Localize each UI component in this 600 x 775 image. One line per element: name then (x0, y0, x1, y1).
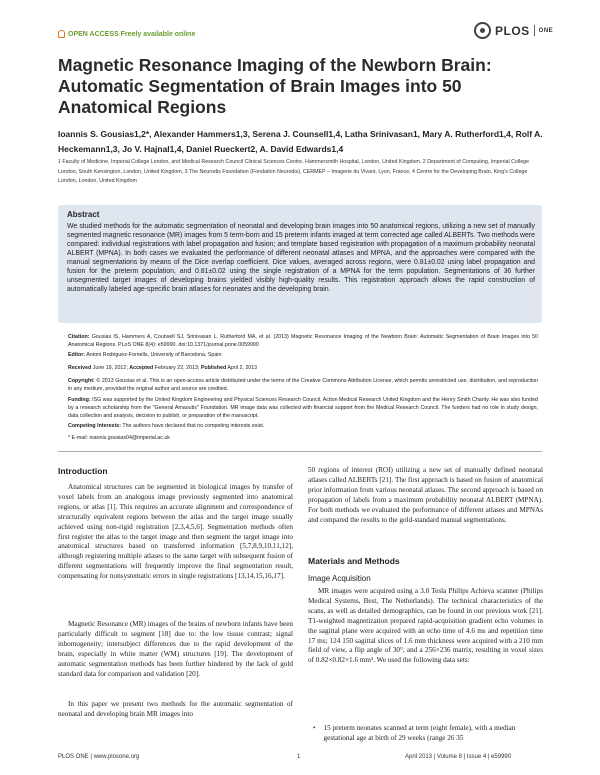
funding-label: Funding: (68, 397, 91, 403)
received-date: June 19, 2012; (92, 365, 128, 371)
funding-line (68, 396, 538, 421)
published-label: Published (200, 365, 227, 371)
right-column-paragraph: 50 regions of interest (ROI) utilizing a new set of manually defined neonatal atlases called ALBERTs [21]. The first approach is based on fusion of anatomical prior information from various neonatal atlases. The second approach is based on propagation of labels from a maximum probability neonatal ALBERT (MPNA). For both methods we evaluated the performance of different atlases and MPNAs and compared the results to the gold-standard manual segmentations. (308, 466, 543, 524)
accepted-label: Accepted (129, 365, 154, 371)
open-access-label (58, 30, 195, 38)
plos-logo-icon (474, 22, 491, 39)
copyright-line (68, 377, 538, 393)
competing-text: The authors have declared that no competing interests exist. (122, 423, 265, 429)
image-acquisition-text: MR images were acquired using a 3.0 Tesla Philips Achieva scanner (Philips Medical Systems, Best, The Netherlands). The technical characteristics of the scans, as well as detailed demographics, can be found in our previous work [21]. T1-weighted magnetization prepared rapid-acquisition gradient echo volumes in the sagittal plane were acquired with an echo time of 4.6 ms and repetition time 17 ms; 124 150 sagittal slices of 1.6 mm thickness were acquired with a 210 mm field of view, a flip angle of 30°, and a 256×236 matrix, resulting in voxel sizes of 0.82×0.82×1.6 mm³. We used the following data sets: (308, 587, 543, 665)
citation-line (68, 333, 538, 349)
abstract-text: We studied methods for the automatic segmentation of neonatal and developing brain images into 50 anatomical regions, utilizing a new set of manually segmented magnetic resonance (MR) images from 5 term-born and 15 preterm infants imaged at term corrected age called ALBERTs. Two methods were compared: individual registrations with label propagation and fusion; and template based registration with propagation of a maximum probability neonatal ALBERT (MPNA). In both cases we evaluated the performance of different neonatal atlases and MPNA, and the approaches were compared with the manual segmentations by means of the Dice overlap coefficient. Dice values, averaged across regions, were 0.81±0.02 using label propagation and fusion for the preterm population, and 0.81±0.02 using the single registration of a MPNA for the term population. Segmentations of 36 further unsegmented target images of developing brains yielded visibly high-quality results. This registration approach allows the rapid construction of automatically labeled age-specific brain atlases for neonates and the developing brain. (67, 223, 535, 293)
editor-line (68, 351, 538, 359)
accepted-date: February 22, 2013; (154, 365, 200, 371)
funding-text: ISG was supported by the United Kingdom Engineering and Physical Sciences Research Council, Action Medical Research United Kingdom and the Henry Smith Charity. He was also funded by a research scholarship from the "General Amaoutis" Foundation. MR image data was collected with financial support from the Medical Research Council. The funders had no role in study design, data collection and analysis, decision to publish, or preparation of the manuscript. (68, 397, 538, 420)
bullet-icon: • (313, 724, 316, 732)
abstract-heading: Abstract (67, 210, 100, 219)
journal-logo-sub: ONE (538, 27, 554, 34)
article-title: Magnetic Resonance Imaging of the Newborn Brain: Automatic Segmentation of Brain Images into 50 Anatomical Regions (58, 55, 492, 117)
author-list: Ioannis S. Gousias1,2*, Alexander Hammers1,3, Serena J. Counsell1,4, Latha Srinivasan1, Mary A. Rutherford1,4, Rolf A. Heckemann1,3, Jo V. Hajnal1,4, Daniel Rueckert2, A. David Edwards1,4 (58, 129, 543, 154)
affiliations: 1 Faculty of Medicine, Imperial College London, and Medical Research Council Clinical Sciences Centre, Hammersmith Hospital, London, United Kingdom, 2 Department of Computing, Imperial College London, South Kensington, London, United Kingdom, 3 The Neurodis Foundation (Fondation Neurodis), CERMEP – Imagerie du Vivant, Lyon, France, 4 Centre for the Developing Brain, King's College London, London, United Kingdom (58, 159, 530, 184)
journal-logo-text: PLOS (495, 23, 530, 38)
journal-logo (474, 22, 553, 39)
intro-paragraph-2: Magnetic Resonance (MR) images of the brains of newborn infants have been particularly difficult to segment [18] due to: the low tissue contrast; signal inhomogeneity; intersubject differences due to the rapid development of the brain, especially in white matter (WM) structures [19]. The development of automatic segmentation methods has been further hindered by the lack of gold standard data for comparison and validation [20]. (58, 620, 293, 678)
competing-label: Competing Interests: (68, 423, 121, 429)
competing-line (68, 422, 538, 430)
image-acquisition-heading: Image Acquisition (308, 574, 371, 583)
received-label: Received (68, 365, 92, 371)
materials-methods-heading: Materials and Methods (308, 556, 400, 566)
logo-divider (534, 25, 535, 36)
footer-page-number: 1 (297, 754, 301, 760)
data-set-text: 15 preterm neonates scanned at term (eight female), with a median gestational age at birth of 29 weeks (range 26 35 (323, 724, 516, 742)
editor-text: Antoni Rodriguez-Fornells, University of Barcelona, Spain (86, 352, 222, 358)
editor-label: Editor: (68, 352, 86, 358)
email-line: * E-mail: ioannis.gousias04@imperial.ac.uk (68, 435, 170, 441)
dates-line (68, 364, 538, 372)
introduction-heading: Introduction (58, 466, 108, 476)
data-set-list-item (313, 724, 543, 744)
section-divider (58, 451, 542, 452)
open-access-text: OPEN ACCESS Freely available online (68, 30, 196, 38)
citation-label: Citation: (68, 334, 90, 340)
intro-paragraph-3: In this paper we present two methods for the automatic segmentation of neonatal and developing brain MR images into (58, 700, 293, 718)
citation-text: Gousias IS, Hammers A, Counsell SJ, Srinivasan L, Rutherford MA, et al. (2013) Magnetic Resonance Imaging of the Newborn Brain: Automatic Segmentation of Brain Images into 50 Anatomical Regions. PLoS ONE 8(4): e59990. doi:10.1371/journal.pone.0059990 (68, 334, 538, 349)
intro-paragraph-1: Anatomical structures can be segmented in biological images by transfer of voxel labels from an analogous image previously segmented into anatomical regions, or atlas [1]. This requires an accurate alignment and correspondence of structurally equivalent regions between the atlas and the target image usually achieved using non-rigid registration [2,3,4,5,6]. Segmentation methods often first register the atlas to the target image and then segment the target image into anatomical structures based on transferred information [5,7,8,9,10,11,12], although registering multiple atlases to the same target with subsequent fusion of different segmentations will frequently improve the final segmentation result, compensating for nonsystematic errors in single registrations [13,14,15,16,17]. (58, 483, 293, 581)
footer-journal: PLOS ONE | www.plosone.org (58, 754, 140, 760)
copyright-text: © 2013 Gousias et al. This is an open-access article distributed under the terms of the Creative Commons Attribution License, which permits unrestricted use, distribution, and reproduction in any medium, provided the original author and source are credited. (68, 378, 538, 393)
open-access-lock-icon (58, 30, 65, 38)
copyright-label: Copyright: (68, 378, 95, 384)
footer-issue: April 2013 | Volume 8 | Issue 4 | e59990 (405, 754, 512, 760)
published-date: April 2, 2013 (227, 365, 258, 371)
